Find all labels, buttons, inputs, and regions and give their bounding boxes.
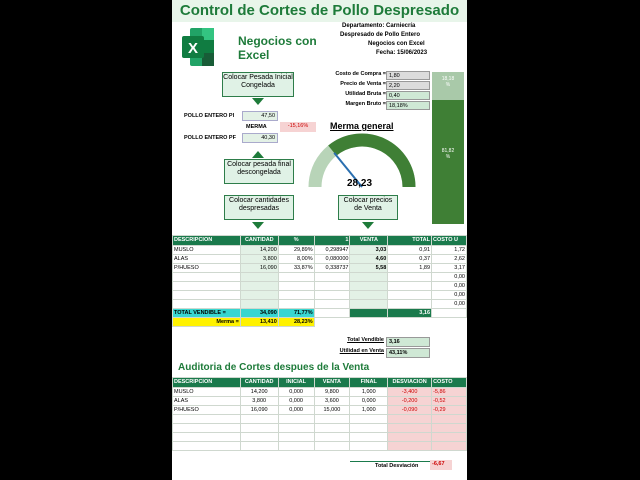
table-cell: [314, 282, 350, 291]
total-vendible-total: 3,16: [388, 309, 432, 318]
merma-total-label: Merma =: [173, 318, 241, 327]
col-header: DESCRIPCION: [173, 378, 241, 388]
summary-panel: [322, 337, 432, 359]
col-header: DESVIACION: [388, 378, 432, 388]
svg-text:X: X: [187, 40, 199, 57]
spreadsheet-sheet: [172, 0, 467, 480]
merma-total-qty: 13,410: [240, 318, 278, 327]
table-cell[interactable]: [314, 415, 350, 424]
table-cell: ALAS: [173, 255, 241, 264]
table-cell: [432, 424, 467, 433]
info-fecha: Fecha: 15/06/2023: [376, 50, 428, 56]
table-cell: [388, 424, 432, 433]
table-cell: [388, 291, 432, 300]
cost-label: Margen Bruto =: [345, 101, 386, 107]
table-row: [173, 406, 467, 415]
total-vendible-qty: 34,090: [240, 309, 278, 318]
table-cell[interactable]: 5,58: [350, 264, 388, 273]
table-cell: 0,080000: [314, 255, 350, 264]
col-header: DESCRIPCION: [173, 236, 241, 246]
table-header-row: [173, 378, 467, 388]
table-row: [173, 273, 467, 282]
table-cell: MUSLO: [173, 246, 241, 255]
total-desviacion-value: -6,67: [430, 460, 452, 470]
table-cell[interactable]: 16,090: [240, 264, 278, 273]
table-cell[interactable]: [240, 300, 278, 309]
bar-segment-margin: 18,18 %: [432, 72, 464, 100]
costs-panel: [312, 71, 432, 111]
table-cell: 0,00: [432, 273, 467, 282]
table-cell: [173, 273, 241, 282]
table-cell: [278, 415, 314, 424]
table-cell: [388, 415, 432, 424]
table-cell[interactable]: 3,03: [350, 246, 388, 255]
table-cell[interactable]: 4,60: [350, 255, 388, 264]
table-cell: [432, 415, 467, 424]
col-header: COSTO U: [432, 236, 467, 246]
col-header: %: [278, 236, 314, 246]
empty-cell: [432, 309, 467, 318]
margin-bar-chart: [432, 72, 464, 224]
summary-value: 3,16: [386, 337, 430, 347]
table-cell: 1,72: [432, 246, 467, 255]
table-cell: [173, 291, 241, 300]
table-cell[interactable]: [314, 433, 350, 442]
table-cell: [173, 433, 241, 442]
table-cell: [278, 300, 314, 309]
cost-row: [312, 91, 432, 101]
table-row: [173, 255, 467, 264]
cost-label: Costo de Compra =: [335, 71, 386, 77]
col-header: TOTAL: [388, 236, 432, 246]
merma-value: -15,16%: [280, 122, 316, 132]
table-cell[interactable]: 3,600: [314, 397, 350, 406]
pollo-pf-label: POLLO ENTERO PF: [184, 135, 236, 141]
table-row: [173, 397, 467, 406]
table-cell: [240, 415, 278, 424]
table-row: [173, 433, 467, 442]
merma-row: [173, 318, 467, 327]
empty-cell: [314, 309, 350, 318]
table-cell[interactable]: 15,000: [314, 406, 350, 415]
summary-row: [322, 348, 432, 359]
arrow-down-icon: [252, 98, 264, 105]
total-vendible-pct: 71,77%: [278, 309, 314, 318]
empty-cell: [388, 318, 432, 327]
table-cell: 14,200: [240, 388, 278, 397]
table-cell: -0,090: [388, 406, 432, 415]
cost-row: [312, 71, 432, 81]
table-cell: 0,37: [388, 255, 432, 264]
table-cell: 0,298947: [314, 246, 350, 255]
table-cell: [432, 433, 467, 442]
table-cell[interactable]: 9,800: [314, 388, 350, 397]
cost-label: Utilidad Bruta =: [345, 91, 386, 97]
col-header: FINAL: [350, 378, 388, 388]
audit-table: [172, 377, 467, 451]
cost-value[interactable]: 1,80: [386, 71, 430, 80]
table-cell[interactable]: 1,000: [350, 388, 388, 397]
col-header: CANTIDAD: [240, 236, 278, 246]
table-cell: [240, 433, 278, 442]
info-producto: Despresado de Pollo Entero: [340, 32, 421, 38]
table-cell: 0,338737: [314, 264, 350, 273]
table-cell: 0,000: [278, 388, 314, 397]
table-row: [173, 442, 467, 451]
table-cell[interactable]: 1,000: [350, 406, 388, 415]
table-cell[interactable]: [240, 291, 278, 300]
table-cell: -0,52: [432, 397, 467, 406]
table-cell[interactable]: [350, 415, 388, 424]
table-cell: 29,89%: [278, 246, 314, 255]
cost-label: Precio de Venta =: [340, 81, 386, 87]
colocar-cantidades-box: Colocar cantidades despresadas: [224, 195, 294, 220]
table-cell[interactable]: 14,200: [240, 246, 278, 255]
page-title: Control de Cortes de Pollo Despresado: [172, 0, 467, 22]
summary-row: [322, 337, 432, 348]
cost-row: [312, 101, 432, 111]
summary-label: Total Vendible: [347, 337, 384, 343]
table-cell: 0,00: [432, 282, 467, 291]
pollo-pi-label: POLLO ENTERO PI: [184, 113, 235, 119]
summary-label: Utilidad en Venta: [339, 348, 384, 354]
col-header: VENTA: [314, 378, 350, 388]
col-header: INICIAL: [278, 378, 314, 388]
empty-cell: [350, 309, 388, 318]
bar-segment-cost: 81,82 %: [432, 100, 464, 224]
table-cell: [240, 442, 278, 451]
cortes-table: [172, 235, 467, 327]
table-cell[interactable]: [350, 282, 388, 291]
table-cell: 0,91: [388, 246, 432, 255]
table-cell[interactable]: [350, 424, 388, 433]
table-cell[interactable]: 0,000: [350, 397, 388, 406]
table-cell: MUSLO: [173, 388, 241, 397]
table-row: [173, 388, 467, 397]
table-cell: -3,400: [388, 388, 432, 397]
table-cell: [388, 433, 432, 442]
table-cell: [278, 442, 314, 451]
empty-cell: [350, 318, 388, 327]
col-header: COSTO: [432, 378, 467, 388]
table-cell: [314, 273, 350, 282]
total-desviacion-label: Total Desviación: [350, 461, 430, 469]
table-cell[interactable]: [350, 273, 388, 282]
colocar-precios-box: Colocar precios de Venta: [338, 195, 398, 220]
arrow-down-icon: [362, 222, 374, 229]
table-cell: [388, 300, 432, 309]
table-cell: [173, 442, 241, 451]
gauge-value: 28,23: [347, 178, 373, 189]
table-row: [173, 424, 467, 433]
table-cell: 1,89: [388, 264, 432, 273]
empty-cell: [314, 318, 350, 327]
table-cell[interactable]: [240, 282, 278, 291]
merma-total-pct: 28,23%: [278, 318, 314, 327]
colocar-final-box: Colocar pesada final descongelada: [224, 159, 294, 184]
cost-value: 0,40: [386, 91, 430, 100]
summary-value: 43,11%: [386, 348, 430, 358]
total-vendible-label: TOTAL VENDIBLE =: [173, 309, 241, 318]
table-cell: [173, 282, 241, 291]
table-cell: [388, 442, 432, 451]
table-cell: -0,200: [388, 397, 432, 406]
table-cell[interactable]: [350, 300, 388, 309]
table-cell: 33,87%: [278, 264, 314, 273]
table-cell[interactable]: [314, 424, 350, 433]
table-cell: -0,29: [432, 406, 467, 415]
info-empresa: Negocios con Excel: [368, 41, 425, 47]
table-cell[interactable]: [350, 433, 388, 442]
pollo-pf-value[interactable]: 40,30: [242, 133, 278, 143]
table-cell: 0,00: [432, 300, 467, 309]
table-cell: 0,000: [278, 406, 314, 415]
info-departamento: Departamento: Carniecría: [342, 23, 416, 29]
table-cell: 0,00: [432, 291, 467, 300]
arrow-down-icon: [252, 222, 264, 229]
cost-value: 18,18%: [386, 101, 430, 110]
table-cell: 3,17: [432, 264, 467, 273]
table-cell: ALAS: [173, 397, 241, 406]
table-cell: [278, 433, 314, 442]
table-cell: 16,090: [240, 406, 278, 415]
empty-cell: [432, 318, 467, 327]
col-header: 1: [314, 236, 350, 246]
table-cell: P/HUESO: [173, 406, 241, 415]
table-row: [173, 246, 467, 255]
colocar-pesada-box: Colocar Pesada Inicial Congelada: [222, 72, 294, 97]
pollo-pi-value[interactable]: 47,50: [242, 111, 278, 121]
table-cell: 3,800: [240, 397, 278, 406]
table-cell[interactable]: 3,800: [240, 255, 278, 264]
table-cell: [314, 300, 350, 309]
table-cell[interactable]: [350, 442, 388, 451]
table-cell: 8,00%: [278, 255, 314, 264]
table-cell: [388, 273, 432, 282]
table-row: [173, 300, 467, 309]
table-cell: 0,000: [278, 397, 314, 406]
audit-title: Auditoria de Cortes despues de la Venta: [178, 362, 370, 373]
table-cell[interactable]: [350, 291, 388, 300]
table-row: [173, 282, 467, 291]
table-cell: [240, 424, 278, 433]
table-cell: [278, 424, 314, 433]
col-header: VENTA: [350, 236, 388, 246]
table-cell[interactable]: [314, 442, 350, 451]
table-row: [173, 264, 467, 273]
table-cell: [173, 424, 241, 433]
table-cell[interactable]: [240, 273, 278, 282]
excel-icon: [180, 26, 216, 68]
table-cell: [278, 291, 314, 300]
col-header: CANTIDAD: [240, 378, 278, 388]
table-cell: [278, 282, 314, 291]
table-cell: -5,86: [432, 388, 467, 397]
merma-label: MERMA: [246, 124, 267, 130]
table-cell: 2,62: [432, 255, 467, 264]
table-cell: [173, 415, 241, 424]
total-vendible-row: [173, 309, 467, 318]
merma-general-title: Merma general: [330, 121, 394, 131]
arrow-up-icon: [252, 151, 264, 158]
cost-row: [312, 81, 432, 91]
table-cell: [314, 291, 350, 300]
table-cell: [432, 442, 467, 451]
table-cell: [173, 300, 241, 309]
cost-value[interactable]: 2,20: [386, 81, 430, 90]
table-cell: P/HUESO: [173, 264, 241, 273]
table-cell: [278, 273, 314, 282]
logo-text: Negocios con Excel: [238, 34, 317, 62]
table-cell: [388, 282, 432, 291]
table-header-row: [173, 236, 467, 246]
table-row: [173, 291, 467, 300]
table-row: [173, 415, 467, 424]
